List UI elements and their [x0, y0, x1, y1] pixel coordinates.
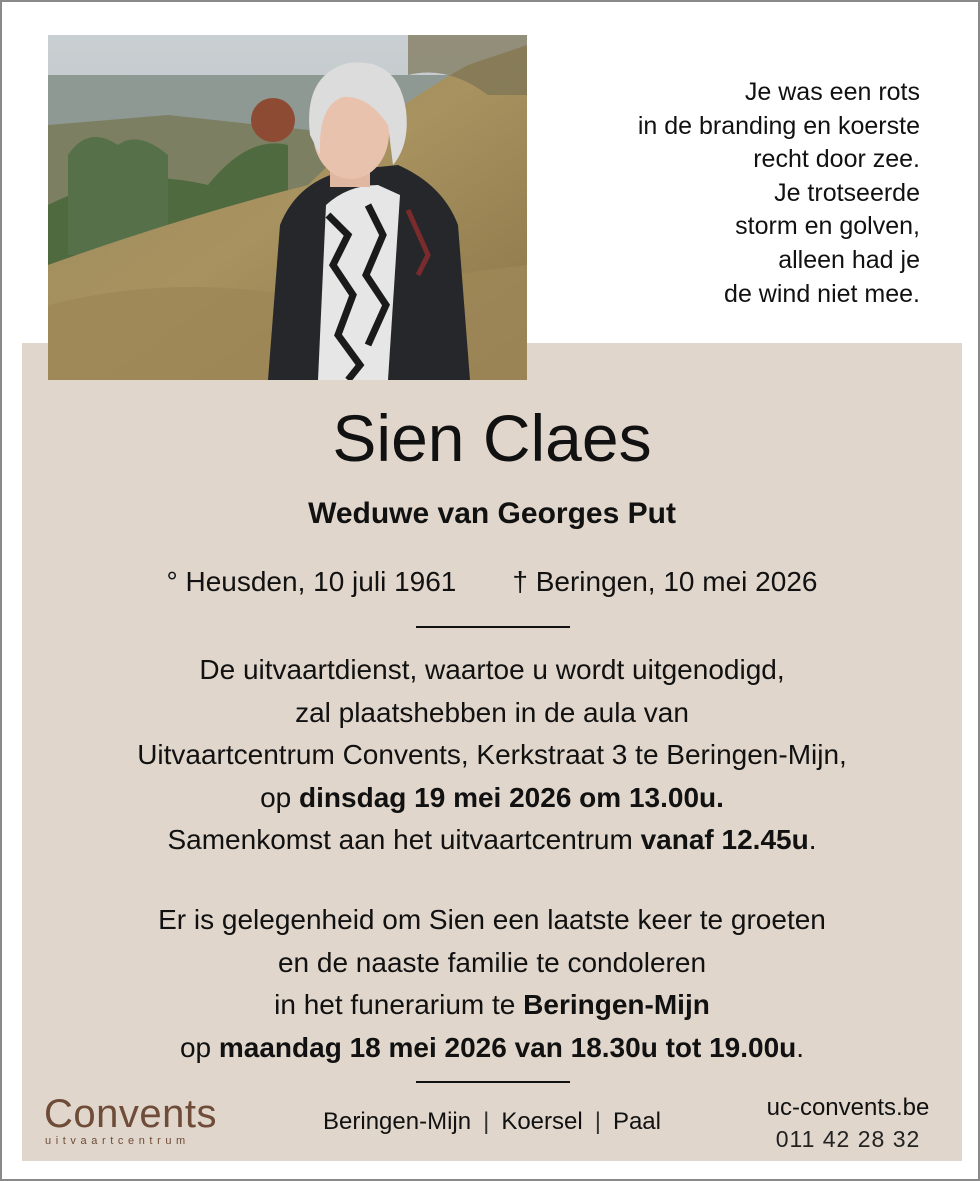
visitation-text: . — [796, 1031, 805, 1063]
visitation-line — [2, 1027, 980, 1070]
visitation-line: en de naaste familie te condoleren — [277, 946, 707, 978]
visitation-text: in het funerarium te — [274, 989, 524, 1020]
phone-number[interactable]: 011 42 28 32 — [775, 1126, 921, 1152]
visitation-line: Er is gelegenheid om Sien een laatste keer te groeten — [158, 904, 826, 935]
service-text: . — [808, 824, 817, 855]
visitation-datetime: maandag 18 mei 2026 van 18.30u tot 19.00u — [218, 1031, 797, 1063]
service-line — [2, 777, 980, 820]
portrait-photo — [48, 35, 527, 380]
service-line: De uitvaartdienst, waartoe u wordt uitgenodigd, — [199, 654, 785, 685]
service-paragraph — [2, 649, 980, 862]
location-item: Koersel — [501, 1108, 583, 1135]
spouse-line: Weduwe van Georges Put — [308, 497, 676, 530]
poem-line: Je trotseerde — [774, 178, 920, 207]
service-line — [2, 819, 980, 862]
location-separator: | — [594, 1108, 601, 1135]
life-dates — [2, 564, 980, 600]
location-item: Beringen-Mijn — [323, 1108, 472, 1135]
poem-line: storm en golven, — [735, 212, 920, 241]
poem — [560, 76, 920, 311]
visitation-location: Beringen-Mijn — [523, 989, 710, 1020]
service-line: zal plaatshebben in de aula van — [295, 696, 689, 728]
logo-subtitle: uitvaartcentrum — [45, 1135, 190, 1147]
visitation-paragraph — [2, 899, 980, 1069]
deceased-name: Sien Claes — [332, 401, 652, 475]
poem-line: alleen had je — [778, 245, 920, 274]
website-link[interactable]: uc-convents.be — [766, 1094, 930, 1121]
poem-line: Je was een rots — [744, 78, 920, 106]
service-line: Uitvaartcentrum Convents, Kerkstraat 3 te Beringen-Mijn, — [137, 739, 847, 770]
location-item: Paal — [612, 1108, 661, 1135]
location-separator: | — [483, 1108, 490, 1135]
service-datetime: dinsdag 19 mei 2026 om 13.00u. — [299, 781, 724, 813]
portrait-photo-illustration — [48, 35, 527, 380]
service-text: Samenkomst aan het uitvaartcentrum — [167, 824, 641, 855]
logo-wordmark: Convents — [44, 1092, 217, 1136]
service-text: op — [260, 781, 300, 813]
visitation-text: op — [179, 1031, 219, 1063]
locations-list — [302, 1106, 682, 1138]
poem-line: de wind niet mee. — [724, 279, 920, 308]
divider-bottom — [416, 1081, 570, 1083]
visitation-line — [2, 984, 980, 1027]
death-date: † Beringen, 10 mei 2026 — [512, 566, 818, 597]
divider-top — [416, 626, 570, 628]
contact-info — [742, 1092, 954, 1154]
birth-date: ° Heusden, 10 juli 1961 — [166, 566, 457, 597]
poem-line: recht door zee. — [753, 145, 920, 174]
convents-logo — [44, 1092, 219, 1148]
poem-line: in de branding en koerste — [637, 111, 920, 140]
gathering-time: vanaf 12.45u — [640, 824, 809, 855]
